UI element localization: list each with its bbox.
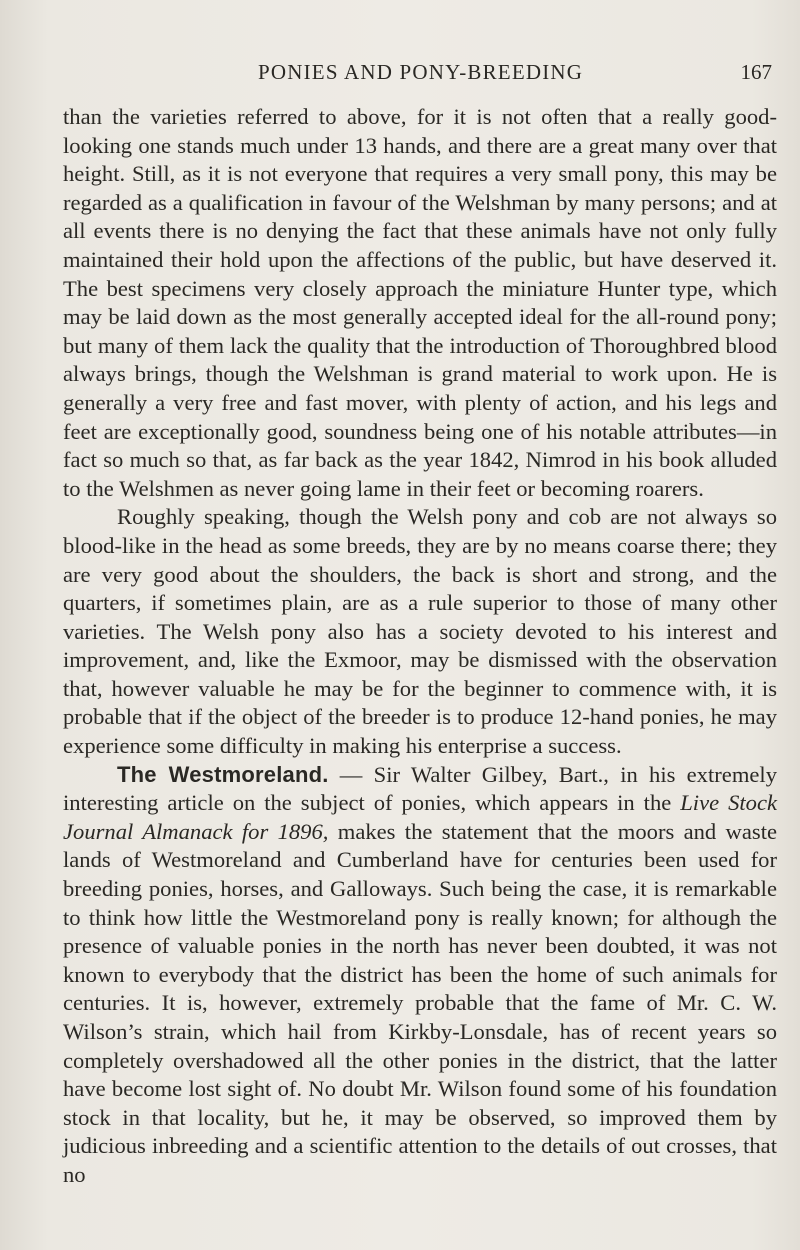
running-head (0, 60, 800, 90)
paragraph-westmoreland (63, 761, 777, 1190)
section-heading-westmoreland: The Westmoreland. (117, 761, 329, 787)
body-text (63, 103, 777, 1190)
italic-publication-title: Live Stock Journal Almanack for 1896, (63, 790, 778, 844)
paragraph-text: makes the statement that the moors and waste lands of Westmoreland and Cumberland have for centuries been used for breeding ponies, horses, and Galloways. Such being the case, it is remarkable to think how little the Westmoreland pony is really known; for although the presence of valuable ponies in the north has never been doubted, it was not known to everybody that the district has been the home of such animals for centuries. It is, however, extremely probable that the fame of Mr. C. W. Wilson’s strain, which hail from Kirkby-Lonsdale, has of recent years so completely overshadowed all the other ponies in the district, that the latter have become lost sight of. No doubt Mr. Wilson found some of his foundation stock in that locality, but he, it may be observed, so improved them by judicious inbreeding and a scientific attention to the details of out crosses, that no (63, 818, 777, 1187)
paragraph-welsh-pony-and-cob: Roughly speaking, though the Welsh pony and cob are not always so blood-like in the head as some breeds, they are by no means coarse there; they are very good about the shoulders, the back is short and strong, and the quarters, if sometimes plain, are as a rule superior to those of many other varieties. The Welsh pony also has a society devoted to his interest and improvement, and, like the Exmoor, may be dismissed with the observation that, however valuable he may be for the beginner to commence with, it is probable that if the object of the breeder is to produce 12-hand ponies, he may experience some difficulty in making his enterprise a success. (63, 504, 777, 759)
paragraph-welsh-pony-continued: than the varieties referred to above, for it is not often that a really good-looking one stands much under 13 hands, and there are a great many over that height. Still, as it is not everyone that requires a very small pony, this may be regarded as a qualification in favour of the Welshman by many persons; and at all events there is no denying the fact that these animals have not only fully maintained their hold upon the affections of the public, but have deserved it. The best specimens very closely approach the miniature Hunter type, which may be laid down as the most generally accepted ideal for the all-round pony; but many of them lack the quality that the introduction of Thoroughbred blood always brings, though the Welshman is grand material to work upon. He is generally a very free and fast mover, with plenty of action, and his legs and feet are exceptionally good, soundness being one of his notable attributes—in fact so much so that, as far back as the year 1842, Nimrod in his book alluded to the Welshmen as never going lame in their feet or becoming roarers. (63, 104, 777, 501)
paragraph-text: Sir Walter Gilbey, Bart., in his extremely interesting article on the subject of ponies, which appears in the (63, 761, 777, 816)
running-title: PONIES AND PONY-BREEDING (258, 60, 584, 84)
page-number: 167 (740, 60, 772, 84)
heading-dash: — (328, 761, 374, 787)
